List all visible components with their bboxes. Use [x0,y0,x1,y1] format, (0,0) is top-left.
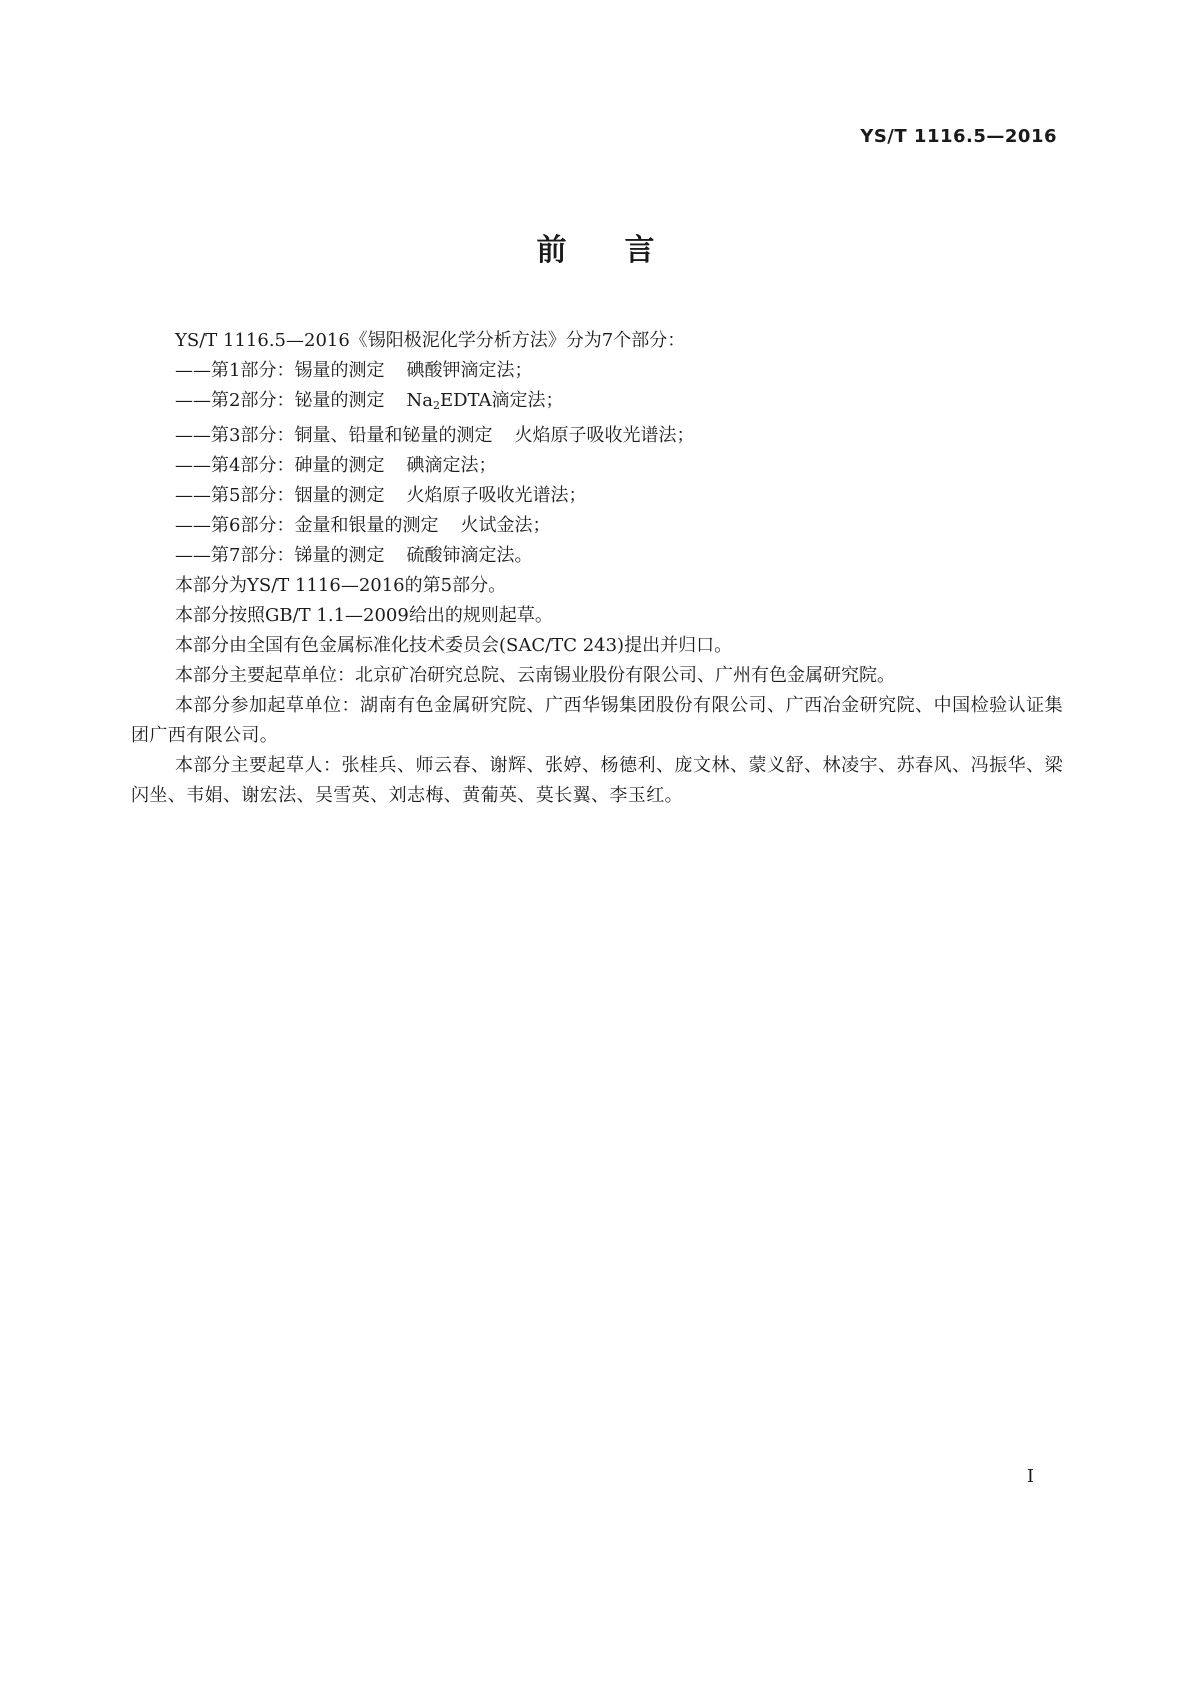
part-label: ——第3部分：铜量、铅量和铋量的测定 [175,425,493,446]
part-method-subscript: 2 [432,399,440,412]
part-method: 火试金法； [460,515,551,536]
part-label: ——第4部分：砷量的测定 [175,455,385,476]
part-item-2 [131,386,1063,421]
proposed-by-paragraph: 本部分由全国有色金属标准化技术委员会(SAC/TC 243)提出并归口。 [175,635,733,656]
part-method: 火焰原子吸收光谱法； [406,485,587,506]
part-method: 火焰原子吸收光谱法； [514,425,695,446]
page-number: I [1026,1466,1034,1487]
drafting-rules-paragraph: 本部分按照GB/T 1.1—2009给出的规则起草。 [175,605,553,626]
part-item-6 [131,511,1063,541]
part-label: ——第6部分：金量和银量的测定 [175,515,439,536]
part-method: 碘酸钾滴定法； [406,360,533,381]
part-method-prefix: Na [406,390,433,411]
foreword-body [131,326,1063,811]
parts-list [131,356,1063,571]
part-item-3 [131,421,1063,451]
part-method: 硫酸铈滴定法。 [406,545,533,566]
main-drafting-units-paragraph: 本部分主要起草单位：北京矿冶研究总院、云南锡业股份有限公司、广州有色金属研究院。 [175,665,895,686]
part-item-5 [131,481,1063,511]
part-item-7 [131,541,1063,571]
page-title: 前言 [536,233,713,268]
intro-paragraph: YS/T 1116.5—2016《锡阳极泥化学分析方法》分为7个部分： [175,330,686,351]
part-item-1 [131,356,1063,386]
part-label: ——第1部分：锡量的测定 [175,360,385,381]
participating-units-paragraph: 本部分参加起草单位：湖南有色金属研究院、广西华锡集团股份有限公司、广西冶金研究院、中国检验认证集团广西有限公司。 [131,695,1063,746]
part-label: ——第5部分：铟量的测定 [175,485,385,506]
part-method: 碘滴定法； [406,455,497,476]
part-label: ——第7部分：锑量的测定 [175,545,385,566]
standard-code: YS/T 1116.5—2016 [860,126,1057,147]
part-label: ——第2部分：铋量的测定 [175,390,385,411]
main-drafters-paragraph: 本部分主要起草人：张桂兵、师云春、谢辉、张婷、杨德利、庞文林、蒙义舒、林凌宇、苏春风、冯振华、梁闪坐、韦娟、谢宏法、吴雪英、刘志梅、黄葡英、莫长翼、李玉红。 [131,755,1063,806]
part-of-paragraph: 本部分为YS/T 1116—2016的第5部分。 [175,575,507,596]
part-item-4 [131,451,1063,481]
part-method-suffix: EDTA滴定法； [439,390,564,411]
